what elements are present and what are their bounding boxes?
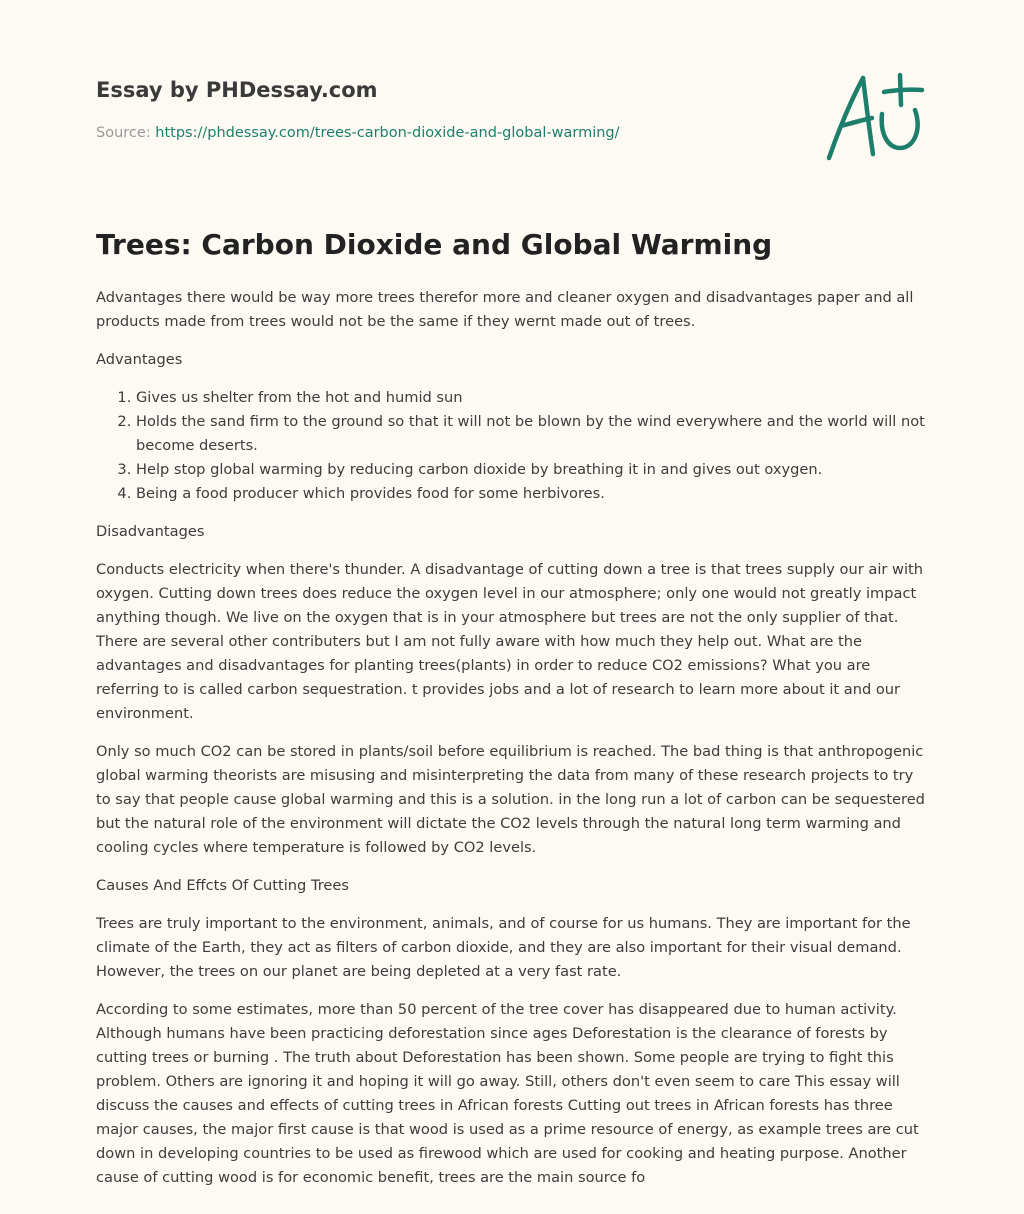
list-item: 2. Holds the sand firm to the ground so that it will not be blown by the wind everywhere and the world will not become deserts. <box>136 410 930 458</box>
source-label: Source: <box>96 125 151 141</box>
causes-heading: Causes And Effcts Of Cutting Trees <box>96 877 349 894</box>
list-item: 1. Gives us shelter from the hot and humid sun <box>136 386 930 410</box>
body-paragraph: According to some estimates, more than 50 percent of the tree cover has disappeared due to human activity. Although humans have been practicing deforestation since ages Deforestation is the clearance of forests by cutting trees or burning . The truth about Deforestation has been shown. Some people are trying to fight this problem. Others are ignoring it and hoping it will go away. Still, others don't even seem to care This essay will discuss the causes and effects of cutting trees in African forests Cutting out trees in African forests has three major causes, the major first cause is that wood is used as a prime resource of energy, as example trees are cut down in developing countries to be used as firewood which are used for cooking and heating purpose. Another cause of cutting wood is for economic benefit, trees are the main source fo <box>96 1001 919 1186</box>
page-header <box>96 75 816 143</box>
intro-paragraph: Advantages there would be way more trees therefor more and cleaner oxygen and disadvantages paper and all products made from trees would not be the same if they wernt made out of trees. <box>96 289 914 330</box>
list-item: 3. Help stop global warming by reducing carbon dioxide by breathing it in and gives out oxygen. <box>136 458 930 482</box>
essay-content <box>96 224 930 1204</box>
body-paragraph: Trees are truly important to the environment, animals, and of course for us humans. They are important for the climate of the Earth, they act as filters of carbon dioxide, and they are also important for their visual demand. However, the trees on our planet are being depleted at a very fast rate. <box>96 915 911 980</box>
a-plus-logo-icon <box>822 68 928 166</box>
body-paragraph: Only so much CO2 can be stored in plants/soil before equilibrium is reached. The bad thing is that anthropogenic global warming theorists are misusing and misinterpreting the data from many of these research projects to try to say that people cause global warming and this is a solution. in the long run a lot of carbon can be sequestered but the natural role of the environment will dictate the CO2 levels through the natural long term warming and cooling cycles where temperature is followed by CO2 levels. <box>96 743 925 856</box>
advantages-heading: Advantages <box>96 351 183 368</box>
site-brand: Essay by PHDessay.com <box>96 78 378 102</box>
body-paragraph: Conducts electricity when there's thunder. A disadvantage of cutting down a tree is that trees supply our air with oxygen. Cutting down trees does reduce the oxygen level in our atmosphere; only one would not greatly impact anything though. We live on the oxygen that is in your atmosphere but trees are not the only supplier of that. There are several other contributers but I am not fully aware with how much they help out. What are the advantages and disadvantages for planting trees(plants) in order to reduce CO2 emissions? What you are referring to is called carbon sequestration. t provides jobs and a lot of research to learn more about it and our environment. <box>96 561 923 722</box>
source-line <box>96 123 816 143</box>
advantages-list <box>96 386 930 506</box>
disadvantages-heading: Disadvantages <box>96 523 205 540</box>
source-link[interactable]: https://phdessay.com/trees-carbon-dioxide-and-global-warming/ <box>155 125 620 141</box>
essay-title: Trees: Carbon Dioxide and Global Warming <box>96 228 773 261</box>
list-item: 4. Being a food producer which provides food for some herbivores. <box>136 482 930 506</box>
